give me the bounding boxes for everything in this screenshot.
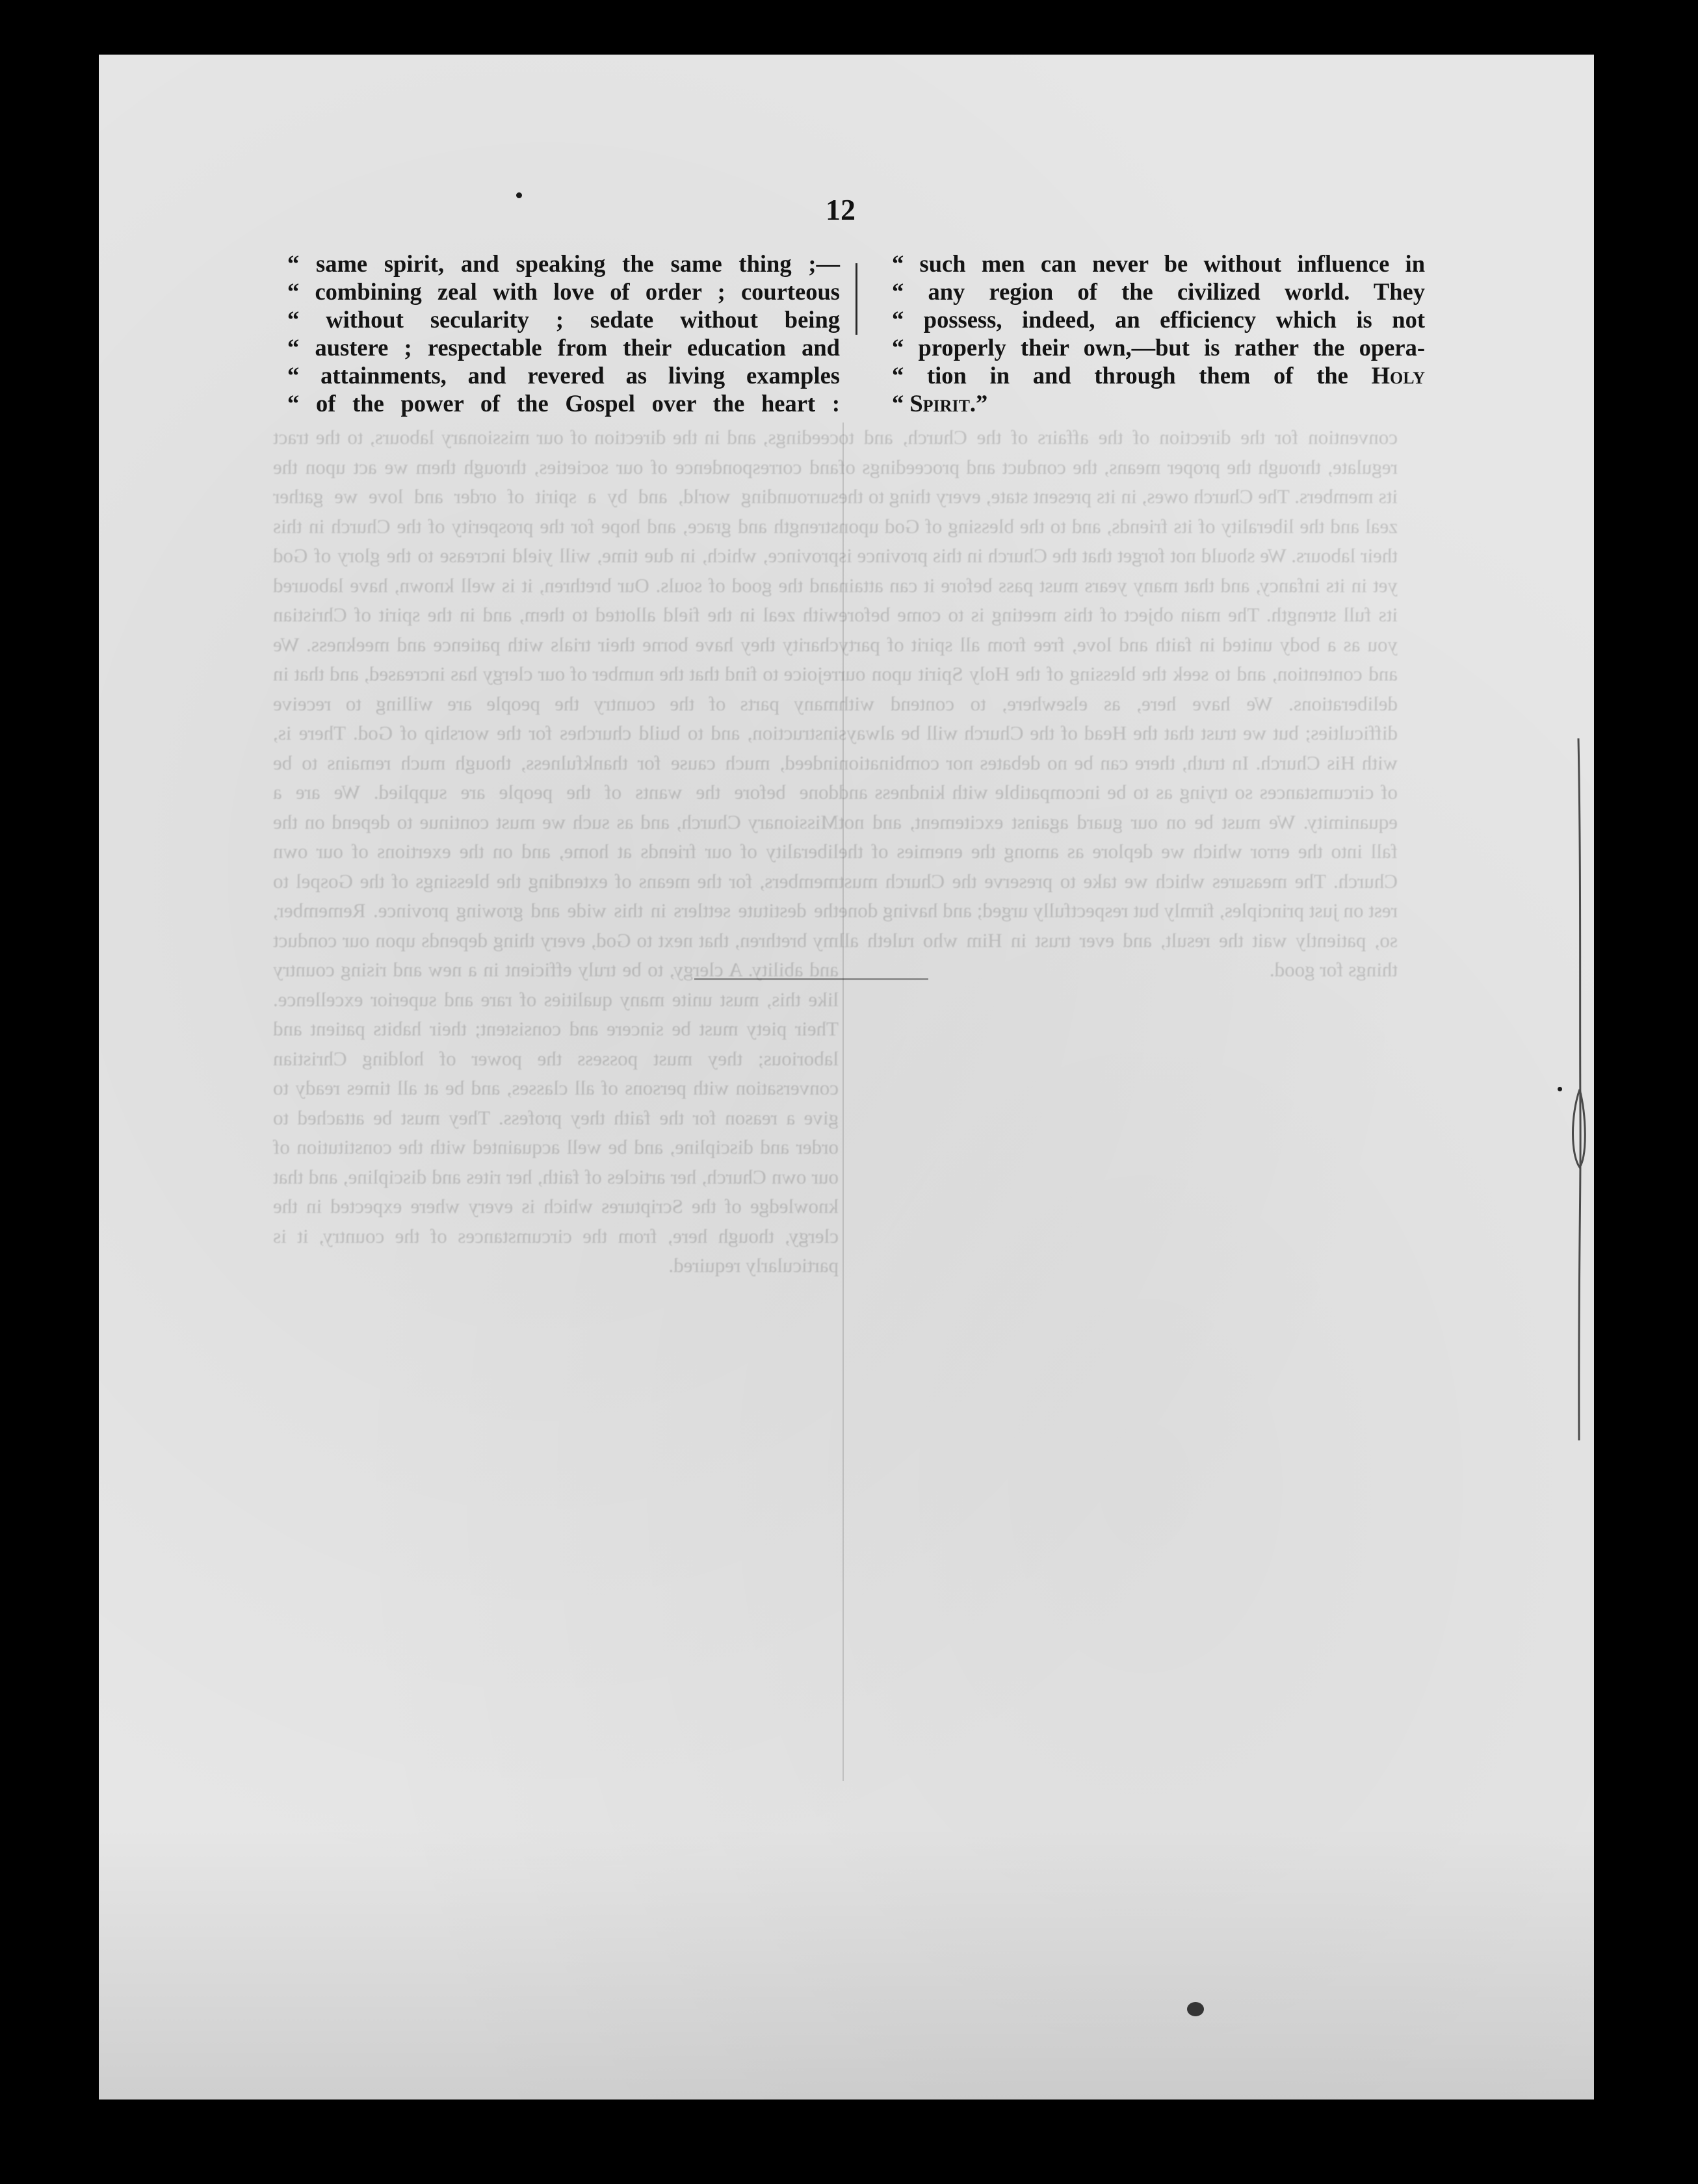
pencil-mark — [1565, 738, 1591, 1440]
ink-speck — [1558, 1087, 1562, 1091]
horizontal-rule-bleed — [694, 978, 928, 980]
bleed-through-text-right: convention for the direction of the affairs of the Church, and to regulate, through the proper means, the conduct and proceedings of its members. The Church owes, in its present state, every thing to the zeal and the liberality of its friends, and to the blessing of God upon their labours. We should not forget that the Church in this province is yet in its infancy, and that many years must pass before it can attain its full strength. The main object of this meeting is to come before you as a body united in faith and love, free from all spirit of party and contention, and to seek the blessing of the Holy Spirit upon our deliberations. We have here, as elsewhere, to contend with difficulties; but we trust that the Head of the Church will be always with His Church. In truth, there can be no debates nor combination of circumstances so trying as to be incompatible with kindness and equanimity. We must be on our guard against excitement, and not fall into the error which we deplore as among the enemies of the Church. The measures which we take to preserve the Church must rest on just principles, firmly but respectfully urged; and having done so, patiently wait the result, and ever trust in Him who ruleth all things for good. — [839, 426, 1398, 981]
spirit-word: Spirit — [909, 390, 970, 417]
left-line-5: “ attainments, and revered as living examples — [287, 362, 840, 389]
right-line-6-suffix: .” — [969, 390, 988, 417]
ink-speck — [516, 192, 522, 198]
right-line-2: “ any region of the civilized world. They — [892, 278, 1425, 305]
column-divider — [856, 263, 857, 335]
page-number: 12 — [826, 193, 856, 226]
right-line-5 — [892, 361, 1425, 389]
left-line-1: “ same spirit, and speaking the same thing ;— — [287, 250, 840, 277]
right-column — [892, 250, 1425, 417]
right-line-6-prefix: “ — [892, 390, 910, 417]
left-line-3: “ without secularity ; sedate without being — [287, 306, 840, 333]
left-column — [287, 250, 840, 417]
left-line-6: “ of the power of the Gospel over the heart : — [287, 390, 840, 417]
left-line-2: “ combining zeal with love of order ; courteous — [287, 278, 840, 305]
right-line-5-text: “ tion in and through them of the — [892, 362, 1372, 389]
ink-speck — [1187, 2002, 1204, 2016]
right-line-6 — [892, 389, 1425, 417]
left-line-4: “ austere ; respectable from their education and — [287, 334, 840, 361]
right-line-1: “ such men can never be without influence in — [892, 250, 1425, 277]
page-shadow — [99, 1826, 1594, 2100]
holy-word: Holy — [1371, 362, 1425, 389]
right-line-3: “ possess, indeed, an efficiency which is not — [892, 306, 1425, 333]
right-line-4: “ properly their own,—but is rather the opera- — [892, 334, 1425, 361]
bleed-through-text-left: ceedings, and in the direction of our missionary labours, to the tract and correspondence of our societies, through them we act upon the surrounding world, and by a spirit of order and love we gather strength and grace, and hope for the prosperity of the Church in this province, which, in due time, will yield increase to the glory of God and the good of souls. Our brethren, it is well known, have laboured with zeal in the field allotted to them, and in the spirit of Christian charity they have borne their trials with patience and meekness. We rejoice to find that the number of our clergy has increased, and that in many parts of the country the people are willing to receive instruction, and to build churches for the worship of God. There is, indeed, much cause for thankfulness, though much remains to be done before the wants of the people are supplied. We are a Missionary Church, and as such we must continue to depend on the liberality of our friends at home, and on the exertions of our own members, for the means of extending the blessings of the Gospel to the destitute settlers in this wide and growing province. Remember, my brethren, that next to God, every thing depends upon our conduct and ability. A clergy, to be truly efficient in a new and rising country like this, must unite many qualities of rare and superior excellence. Their piety must be sincere and consistent; their habits patient and laborious; they must possess the power of holding Christian conversation with persons of all classes, and be at all times ready to give a reason for the faith they profess. They must be attached to order and discipline, and be well acquainted with the constitution of our own Church, her articles of faith, her rites and discipline, and that knowledge of the Scriptures which is every where expected in the clergy, though here, from the circumstances of the country, it is particularly required. — [273, 426, 839, 1277]
